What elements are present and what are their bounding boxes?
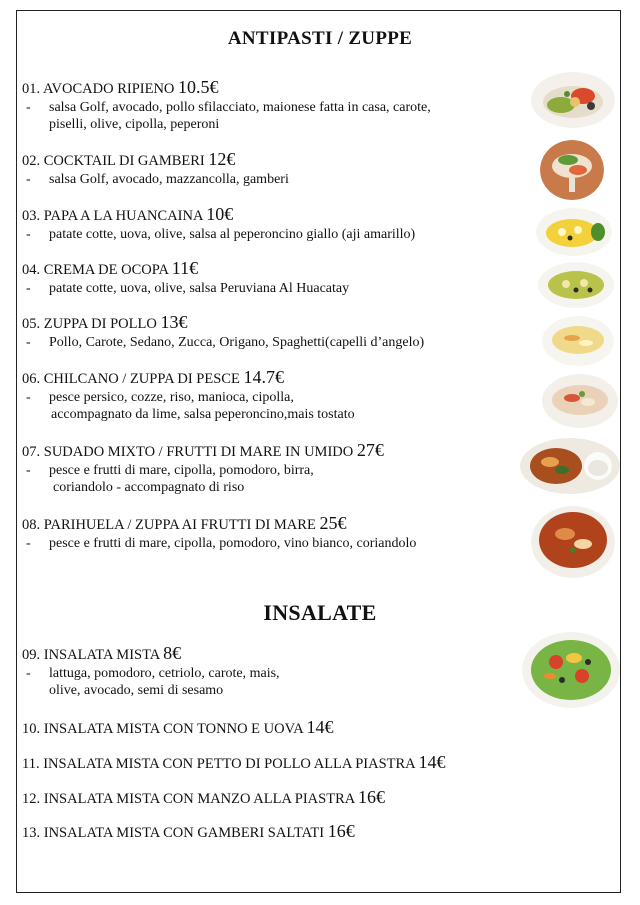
item-name: 07. SUDADO MIXTO / FRUTTI DI MARE IN UMIDO <box>22 444 354 460</box>
menu-item-05 <box>22 313 522 351</box>
item-name: 06. CHILCANO / ZUPPA DI PESCE <box>22 371 240 387</box>
item-price: 13€ <box>160 312 188 332</box>
item-price: 16€ <box>327 821 355 841</box>
item-name: 02. COCKTAIL DI GAMBERI <box>22 153 205 169</box>
menu-item-07 <box>22 441 522 496</box>
zuppa-pollo-photo <box>542 316 614 366</box>
item-name: 01. AVOCADO RIPIENO <box>22 81 175 97</box>
item-name: 03. PAPA A LA HUANCAINA <box>22 208 203 224</box>
item-price: 10.5€ <box>178 77 219 97</box>
section-title-antipasti: ANTIPASTI / ZUPPE <box>227 28 413 49</box>
item-name: 13. INSALATA MISTA CON GAMBERI SALTATI <box>22 825 325 841</box>
item-name: 05. ZUPPA DI POLLO <box>22 316 157 332</box>
menu-item-11 <box>22 753 522 773</box>
item-description: - pesce e frutti di mare, cipolla, pomodoro, birra, coriandolo - accompagnato di riso <box>26 463 314 495</box>
item-name: 04. CREMA DE OCOPA <box>22 262 169 278</box>
item-price: 10€ <box>206 204 234 224</box>
item-name: 08. PARIHUELA / ZUPPA AI FRUTTI DI MARE <box>22 517 316 533</box>
item-name: 09. INSALATA MISTA <box>22 647 160 663</box>
item-price: 14.7€ <box>243 367 284 387</box>
crema-ocopa-photo <box>538 262 614 308</box>
menu-item-08 <box>22 514 522 552</box>
parihuela-photo <box>531 506 615 578</box>
item-description: - pesce e frutti di mare, cipolla, pomodoro, vino bianco, coriandolo <box>26 536 417 551</box>
item-price: 8€ <box>163 643 182 663</box>
menu-item-10 <box>22 718 522 738</box>
menu-item-03 <box>22 205 522 243</box>
item-name: 12. INSALATA MISTA CON MANZO ALLA PIASTRA <box>22 791 355 807</box>
cocktail-gamberi-photo <box>540 140 604 200</box>
item-price: 27€ <box>356 440 384 460</box>
menu-item-06 <box>22 368 522 423</box>
item-price: 16€ <box>358 787 386 807</box>
item-price: 14€ <box>306 717 334 737</box>
item-price: 25€ <box>319 513 347 533</box>
chilcano-photo <box>542 374 618 428</box>
section-title-insalate: INSALATE <box>263 600 377 625</box>
item-description: - lattuga, pomodoro, cetriolo, carote, mais, olive, avocado, semi di sesamo <box>26 666 280 698</box>
item-name: 10. INSALATA MISTA CON TONNO E UOVA <box>22 721 303 737</box>
menu-item-02 <box>22 150 522 188</box>
avocado-ripieno-photo <box>531 72 615 128</box>
papa-huancaina-photo <box>536 208 612 256</box>
item-description: - salsa Golf, avocado, mazzancolla, gamberi <box>26 172 289 187</box>
item-description: - patate cotte, uova, olive, salsa Peruviana Al Huacatay <box>26 281 350 296</box>
item-description: - pesce persico, cozze, riso, manioca, cipolla, accompagnato da lime, salsa peperoncino,mais tostato <box>26 390 355 422</box>
menu-item-13 <box>22 822 522 842</box>
menu-item-12 <box>22 788 522 808</box>
menu-item-04 <box>22 259 522 297</box>
item-description: - salsa Golf, avocado, pollo sfilacciato, maionese fatta in casa, carote, piselli, olive, cipolla, peperoni <box>26 100 431 132</box>
item-name: 11. INSALATA MISTA CON PETTO DI POLLO ALLA PIASTRA <box>22 756 415 772</box>
item-price: 12€ <box>208 149 236 169</box>
item-description: - Pollo, Carote, Sedano, Zucca, Origano, Spaghetti(capelli d’angelo) <box>26 335 425 350</box>
item-price: 14€ <box>418 752 446 772</box>
item-price: 11€ <box>171 258 199 278</box>
menu-item-01 <box>22 78 522 133</box>
insalata-mista-photo <box>522 632 620 708</box>
menu-item-09 <box>22 644 522 699</box>
sudado-mixto-photo <box>520 438 620 494</box>
item-description: - patate cotte, uova, olive, salsa al peperoncino giallo (aji amarillo) <box>26 227 416 242</box>
